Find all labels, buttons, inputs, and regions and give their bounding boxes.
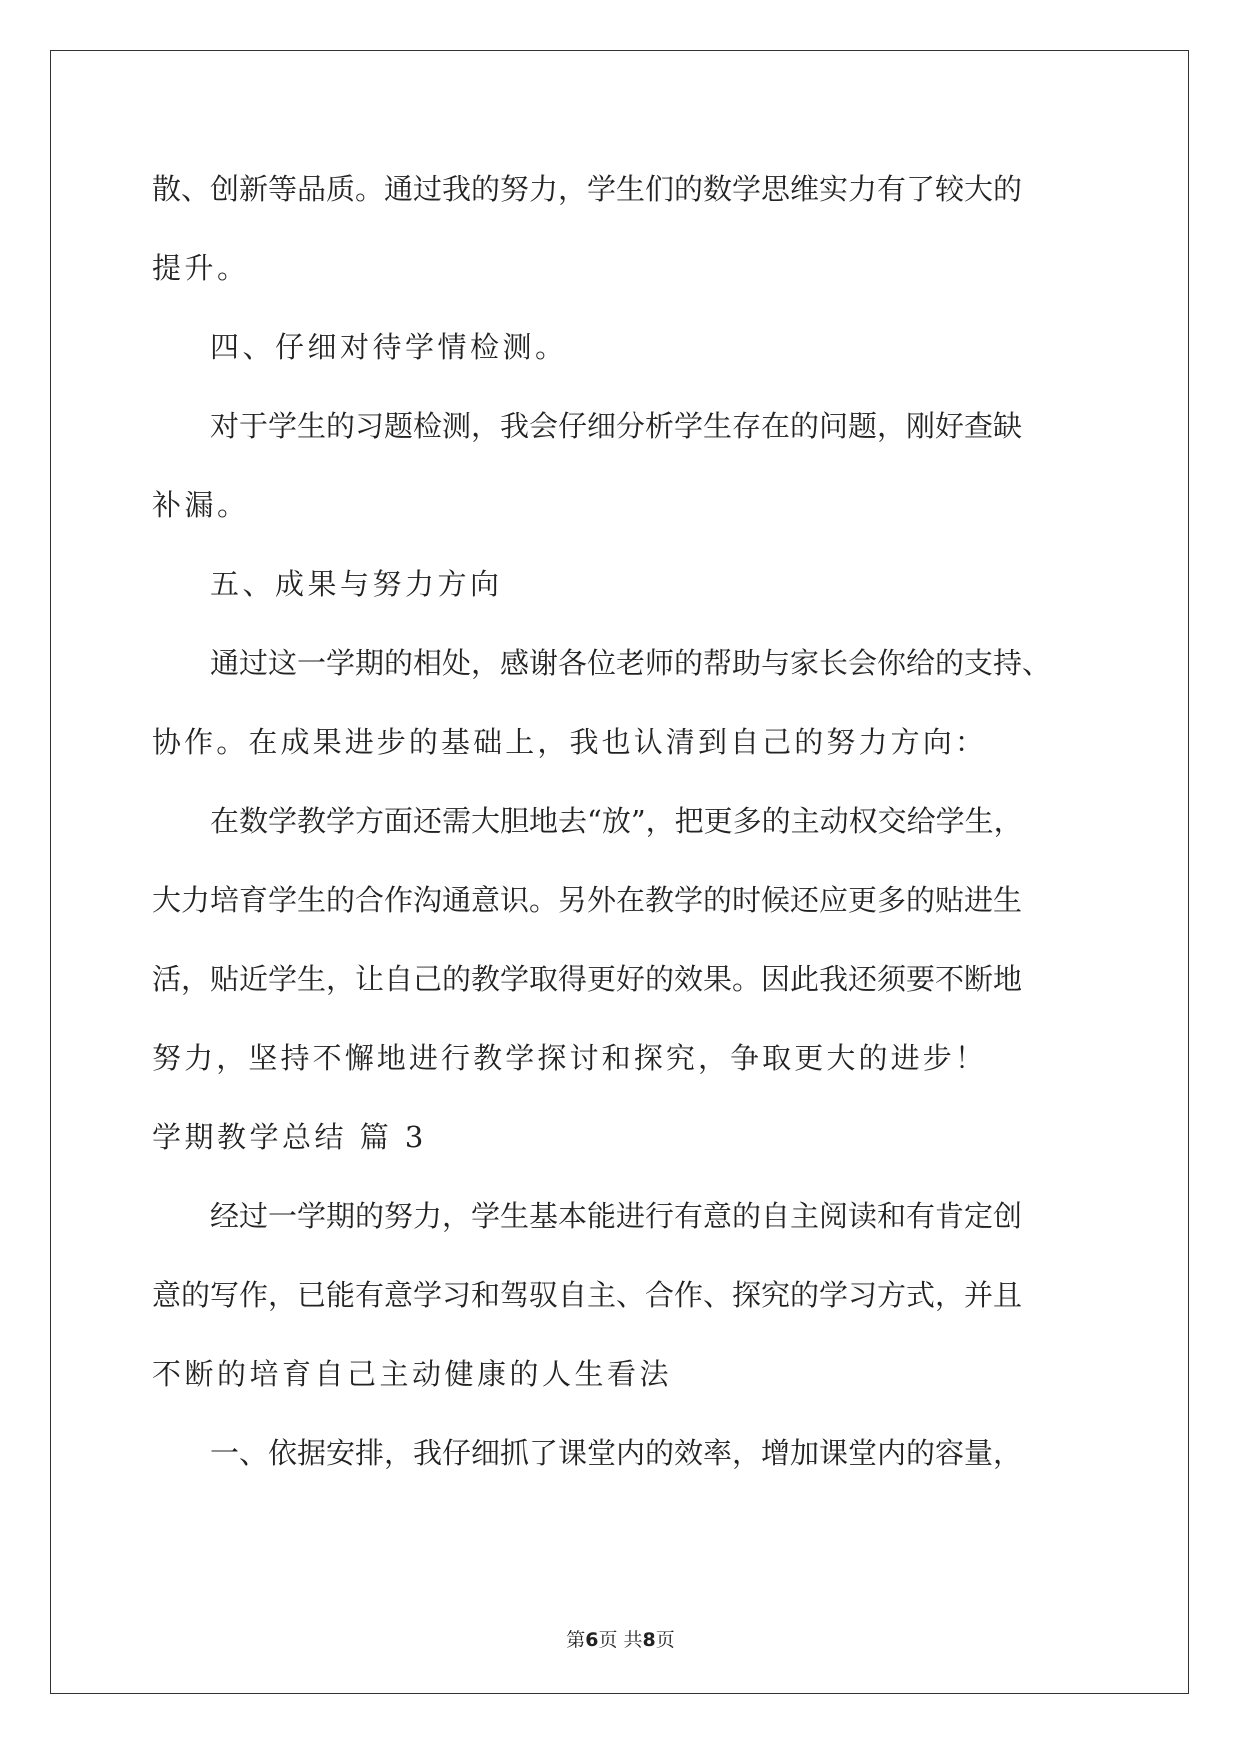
footer-mid: 页 共 [598, 1629, 643, 1651]
text-line: 四、仔细对待学情检测。 [210, 330, 568, 364]
document-body [152, 150, 1096, 1493]
text-line: 经过一学期的努力，学生基本能进行有意的自主阅读和有肯定创 [210, 1199, 1023, 1233]
text-line: 提升。 [152, 251, 250, 285]
text-line: 通过这一学期的相处，感谢各位老师的帮助与家长会你给的支持、 [210, 646, 1052, 680]
text-line: 协作。在成果进步的基础上，我也认清到自己的努力方向： [152, 725, 987, 759]
text-line: 不断的培育自己主动健康的人生看法 [152, 1357, 673, 1391]
footer-prefix: 第 [566, 1629, 586, 1651]
text-line: 一、依据安排，我仔细抓了课堂内的效率，增加课堂内的容量， [210, 1436, 1023, 1470]
text-line: 意的写作，已能有意学习和驾驭自主、合作、探究的学习方式，并且 [152, 1278, 1023, 1312]
text-line: 对于学生的习题检测，我会仔细分析学生存在的问题，刚好查缺 [210, 409, 1023, 443]
text-line: 大力培育学生的合作沟通意识。另外在教学的时候还应更多的贴进生 [152, 883, 1023, 917]
text-line: 活，贴近学生，让自己的教学取得更好的效果。因此我还须要不断地 [152, 962, 1023, 996]
page-footer [0, 1625, 1241, 1652]
text-line: 五、成果与努力方向 [210, 567, 503, 601]
text-line: 在数学教学方面还需大胆地去“放”，把更多的主动权交给学生， [210, 804, 1023, 838]
footer-suffix: 页 [655, 1629, 675, 1651]
text-line: 散、创新等品质。通过我的努力，学生们的数学思维实力有了较大的 [152, 172, 1023, 206]
footer-total-pages: 8 [642, 1629, 656, 1651]
text-lines [152, 150, 1096, 1493]
text-line: 努力，坚持不懈地进行教学探讨和探究，争取更大的进步！ [152, 1041, 987, 1075]
text-line: 学期教学总结 篇 3 [152, 1120, 427, 1154]
text-line: 补漏。 [152, 488, 250, 522]
footer-page-number: 6 [585, 1629, 599, 1651]
